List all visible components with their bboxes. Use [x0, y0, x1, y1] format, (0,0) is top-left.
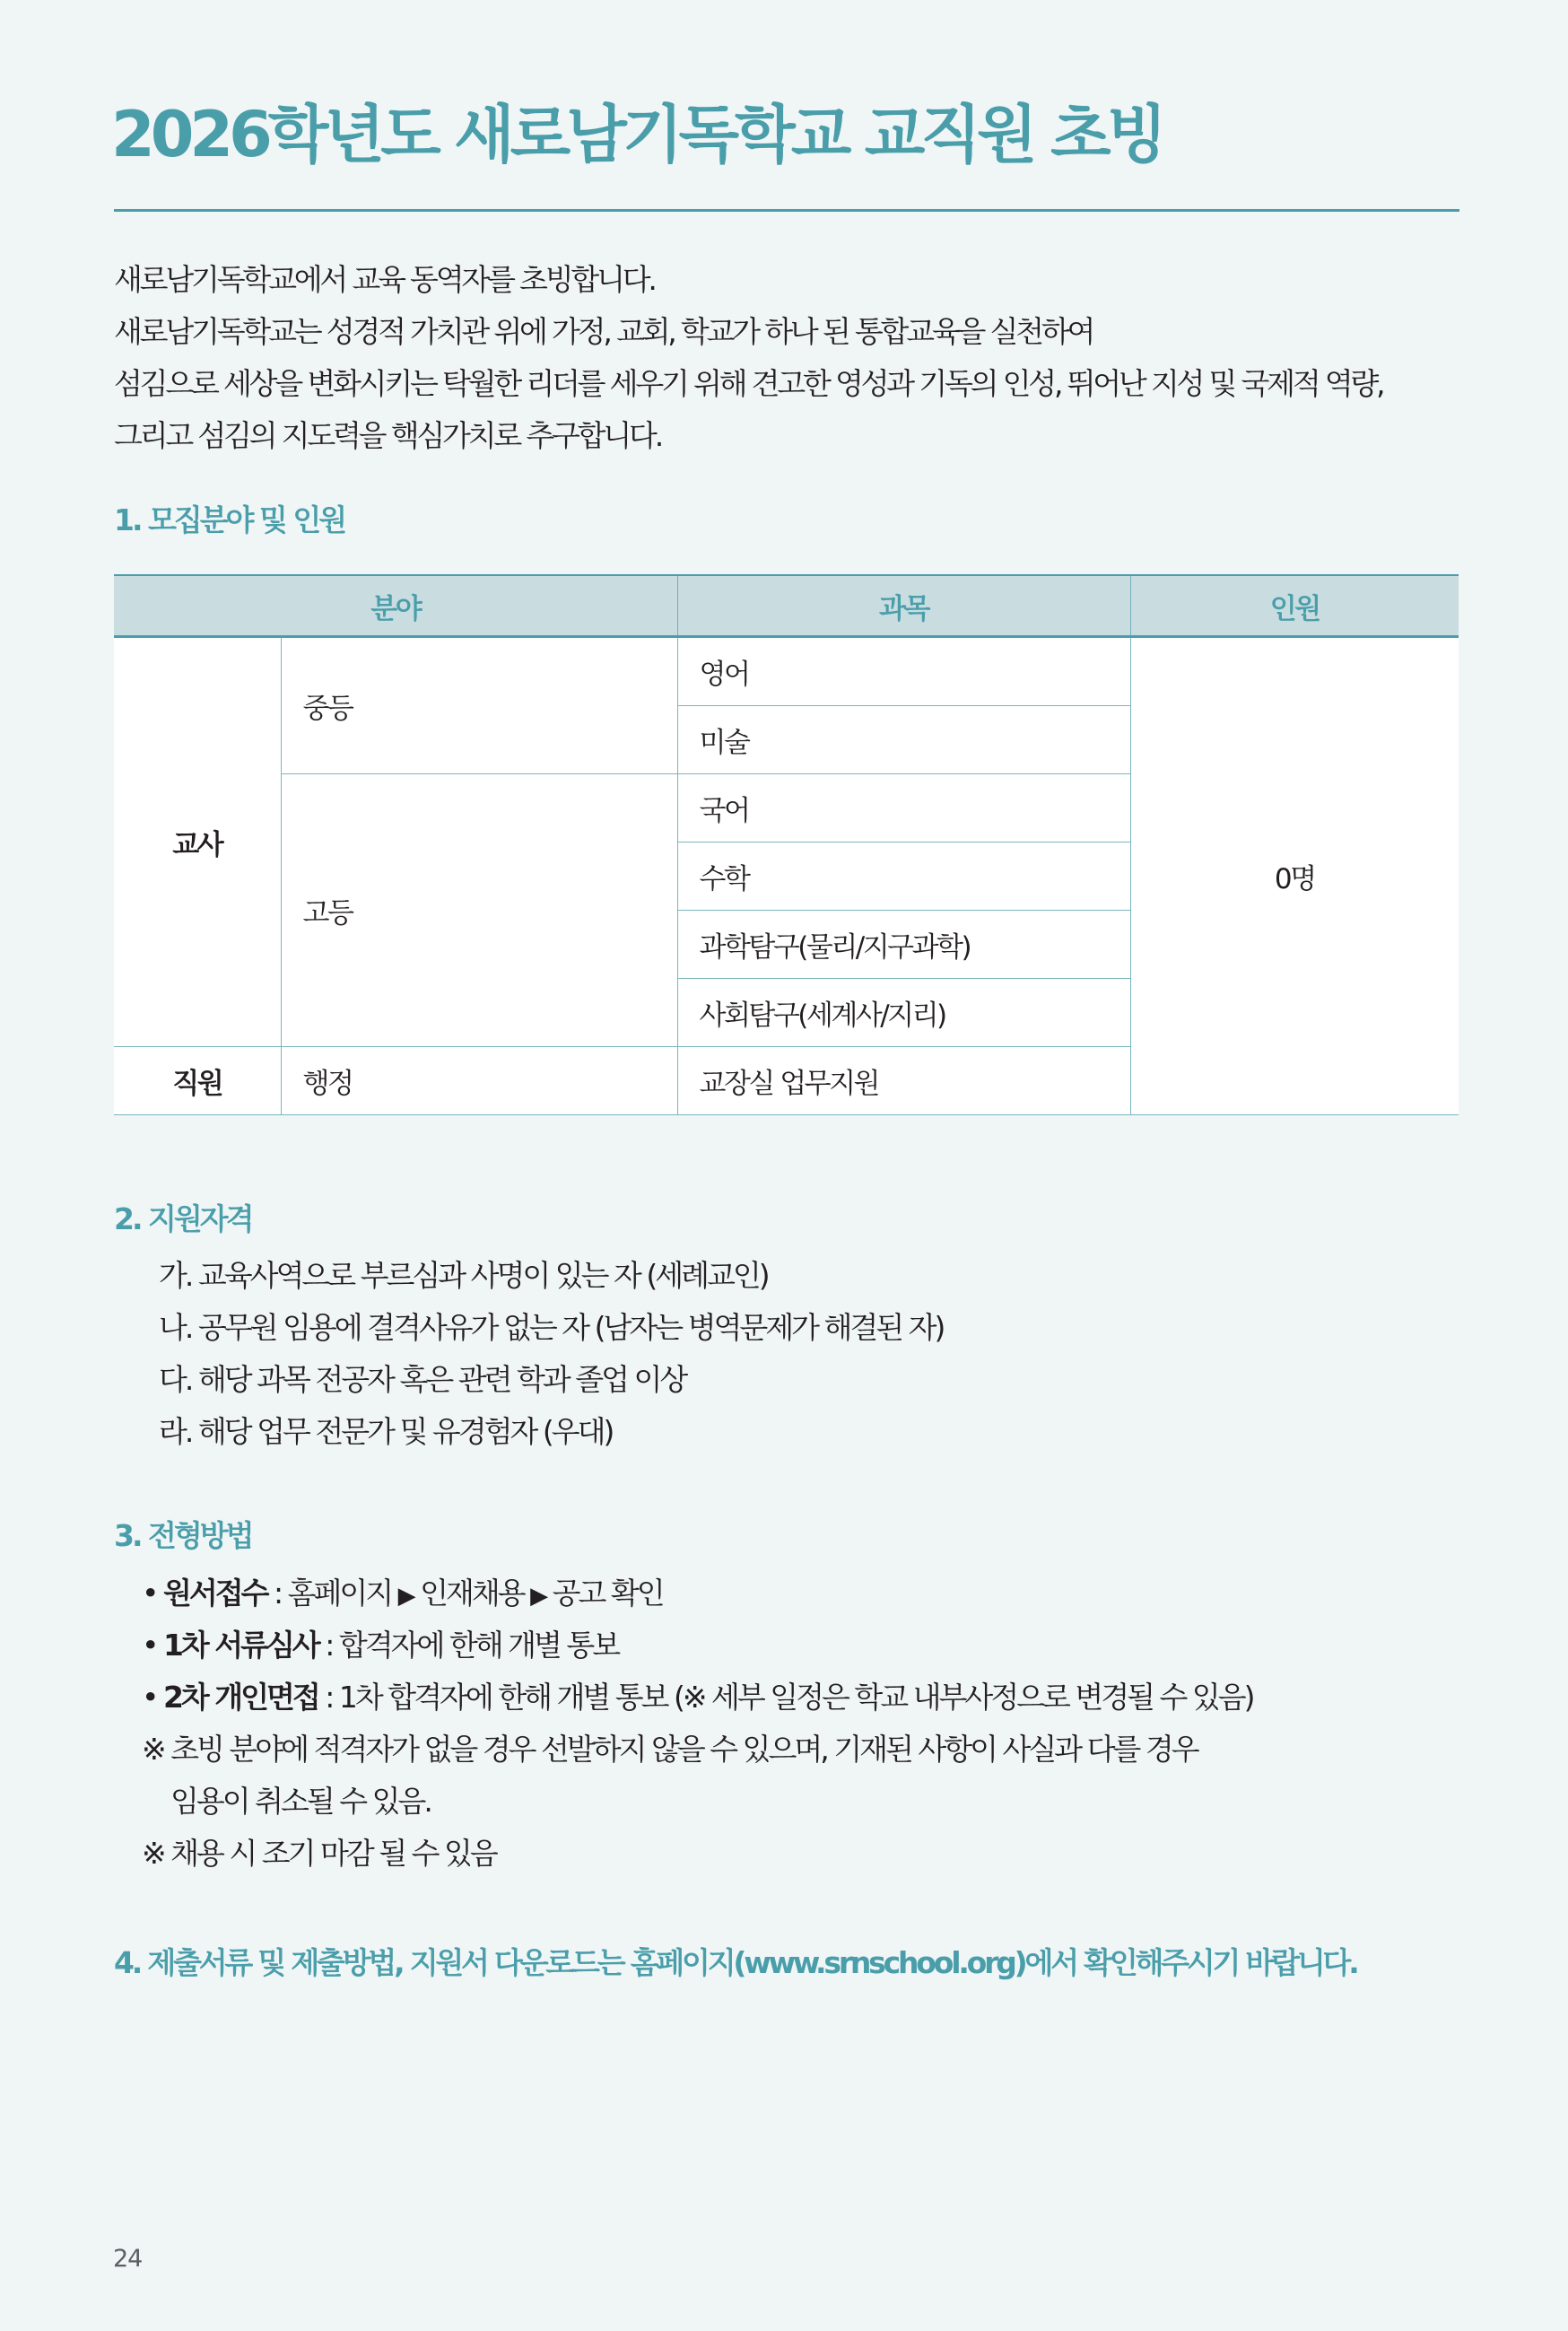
category-cell: 교사 — [114, 637, 281, 1047]
note: ※ 초빙 분야에 적격자가 없을 경우 선발하지 않을 수 있으며, 기재된 사항이 사실과 다를 경우 — [142, 1732, 1198, 1767]
subject-cell: 과학탐구(물리/지구과학) — [677, 911, 1130, 979]
recruitment-table — [114, 574, 1459, 1115]
level-cell: 고등 — [281, 774, 677, 1047]
note: ※ 채용 시 조기 마감 될 수 있음 — [142, 1836, 496, 1871]
intro-line: 새로남기독학교는 성경적 가치관 위에 가정, 교회, 학교가 하나 된 통합교육을 실천하여 — [114, 314, 1093, 349]
header-field: 분야 — [114, 575, 677, 637]
list-item: 다. 해당 과목 전공자 혹은 관련 학과 졸업 이상 — [159, 1362, 686, 1397]
step-text: 공고 확인 — [552, 1576, 663, 1611]
intro-line: 새로남기독학교에서 교육 동역자를 초빙합니다. — [114, 262, 655, 297]
level-cell: 중등 — [281, 637, 677, 774]
bullet-icon: • — [142, 1680, 157, 1715]
category-cell: 직원 — [114, 1047, 281, 1115]
list-item — [142, 1619, 1253, 1672]
bullet-text: 합격자에 한해 개별 통보 — [338, 1628, 619, 1663]
table-header-row — [114, 575, 1459, 637]
list-item — [142, 1567, 1253, 1619]
bullet-icon: • — [142, 1576, 157, 1611]
list-item: 나. 공무원 임용에 결격사유가 없는 자 (남자는 병역문제가 해결된 자) — [159, 1310, 944, 1345]
intro-paragraph — [114, 254, 1382, 462]
subject-cell: 수학 — [677, 842, 1130, 911]
separator: : — [318, 1628, 339, 1663]
bullet-icon: • — [142, 1628, 157, 1663]
intro-line: 섬김으로 세상을 변화시키는 탁월한 리더를 세우기 위해 견고한 영성과 기독의 인성, 뛰어난 지성 및 국제적 역량, — [114, 366, 1383, 401]
subject-cell: 국어 — [677, 774, 1130, 842]
level-cell: 행정 — [281, 1047, 677, 1115]
bullet-label: 1차 서류심사 — [162, 1628, 318, 1663]
bullet-label: 2차 개인면접 — [162, 1680, 318, 1715]
count-cell: 0명 — [1130, 637, 1459, 1115]
header-subject: 과목 — [677, 575, 1130, 637]
bullet-text: 1차 합격자에 한해 개별 통보 (※ 세부 일정은 학교 내부사정으로 변경될 수 있음) — [338, 1680, 1253, 1715]
intro-line: 그리고 섬김의 지도력을 핵심가치로 추구합니다. — [114, 418, 662, 453]
submission-notice: 4. 제출서류 및 제출방법, 지원서 다운로드는 홈페이지(www.srnschool.org)에서 확인해주시기 바랍니다. — [114, 1945, 1357, 1980]
section-heading-2: 2. 지원자격 — [114, 1201, 252, 1236]
header-count: 인원 — [1130, 575, 1459, 637]
triangle-right-icon: ▶ — [530, 1583, 546, 1610]
section-heading-3: 3. 전형방법 — [114, 1518, 252, 1553]
subject-cell: 교장실 업무지원 — [677, 1047, 1130, 1115]
step-text: 인재채용 — [420, 1576, 524, 1611]
note-continuation: 임용이 취소될 수 있음. — [170, 1784, 431, 1819]
bullet-label: 원서접수 — [162, 1576, 267, 1611]
section-heading-1: 1. 모집분야 및 인원 — [114, 502, 345, 537]
subject-cell: 영어 — [677, 637, 1130, 706]
step-text: 홈페이지 — [287, 1576, 392, 1611]
subject-cell: 미술 — [677, 706, 1130, 774]
separator: : — [266, 1576, 288, 1611]
list-item: 가. 교육사역으로 부르심과 사명이 있는 자 (세례교인) — [159, 1258, 768, 1293]
subject-cell: 사회탐구(세계사/지리) — [677, 979, 1130, 1047]
selection-process-list — [142, 1567, 1253, 1880]
triangle-right-icon: ▶ — [397, 1583, 414, 1610]
qualification-list — [159, 1250, 943, 1458]
separator: : — [318, 1680, 339, 1715]
page-number: 24 — [113, 2245, 143, 2273]
list-item — [142, 1672, 1253, 1724]
page-title: 2026학년도 새로남기독학교 교직원 초빙 — [111, 98, 1163, 171]
table-row — [114, 637, 1459, 706]
title-divider — [114, 209, 1459, 212]
list-item: 라. 해당 업무 전문가 및 유경험자 (우대) — [159, 1414, 613, 1449]
